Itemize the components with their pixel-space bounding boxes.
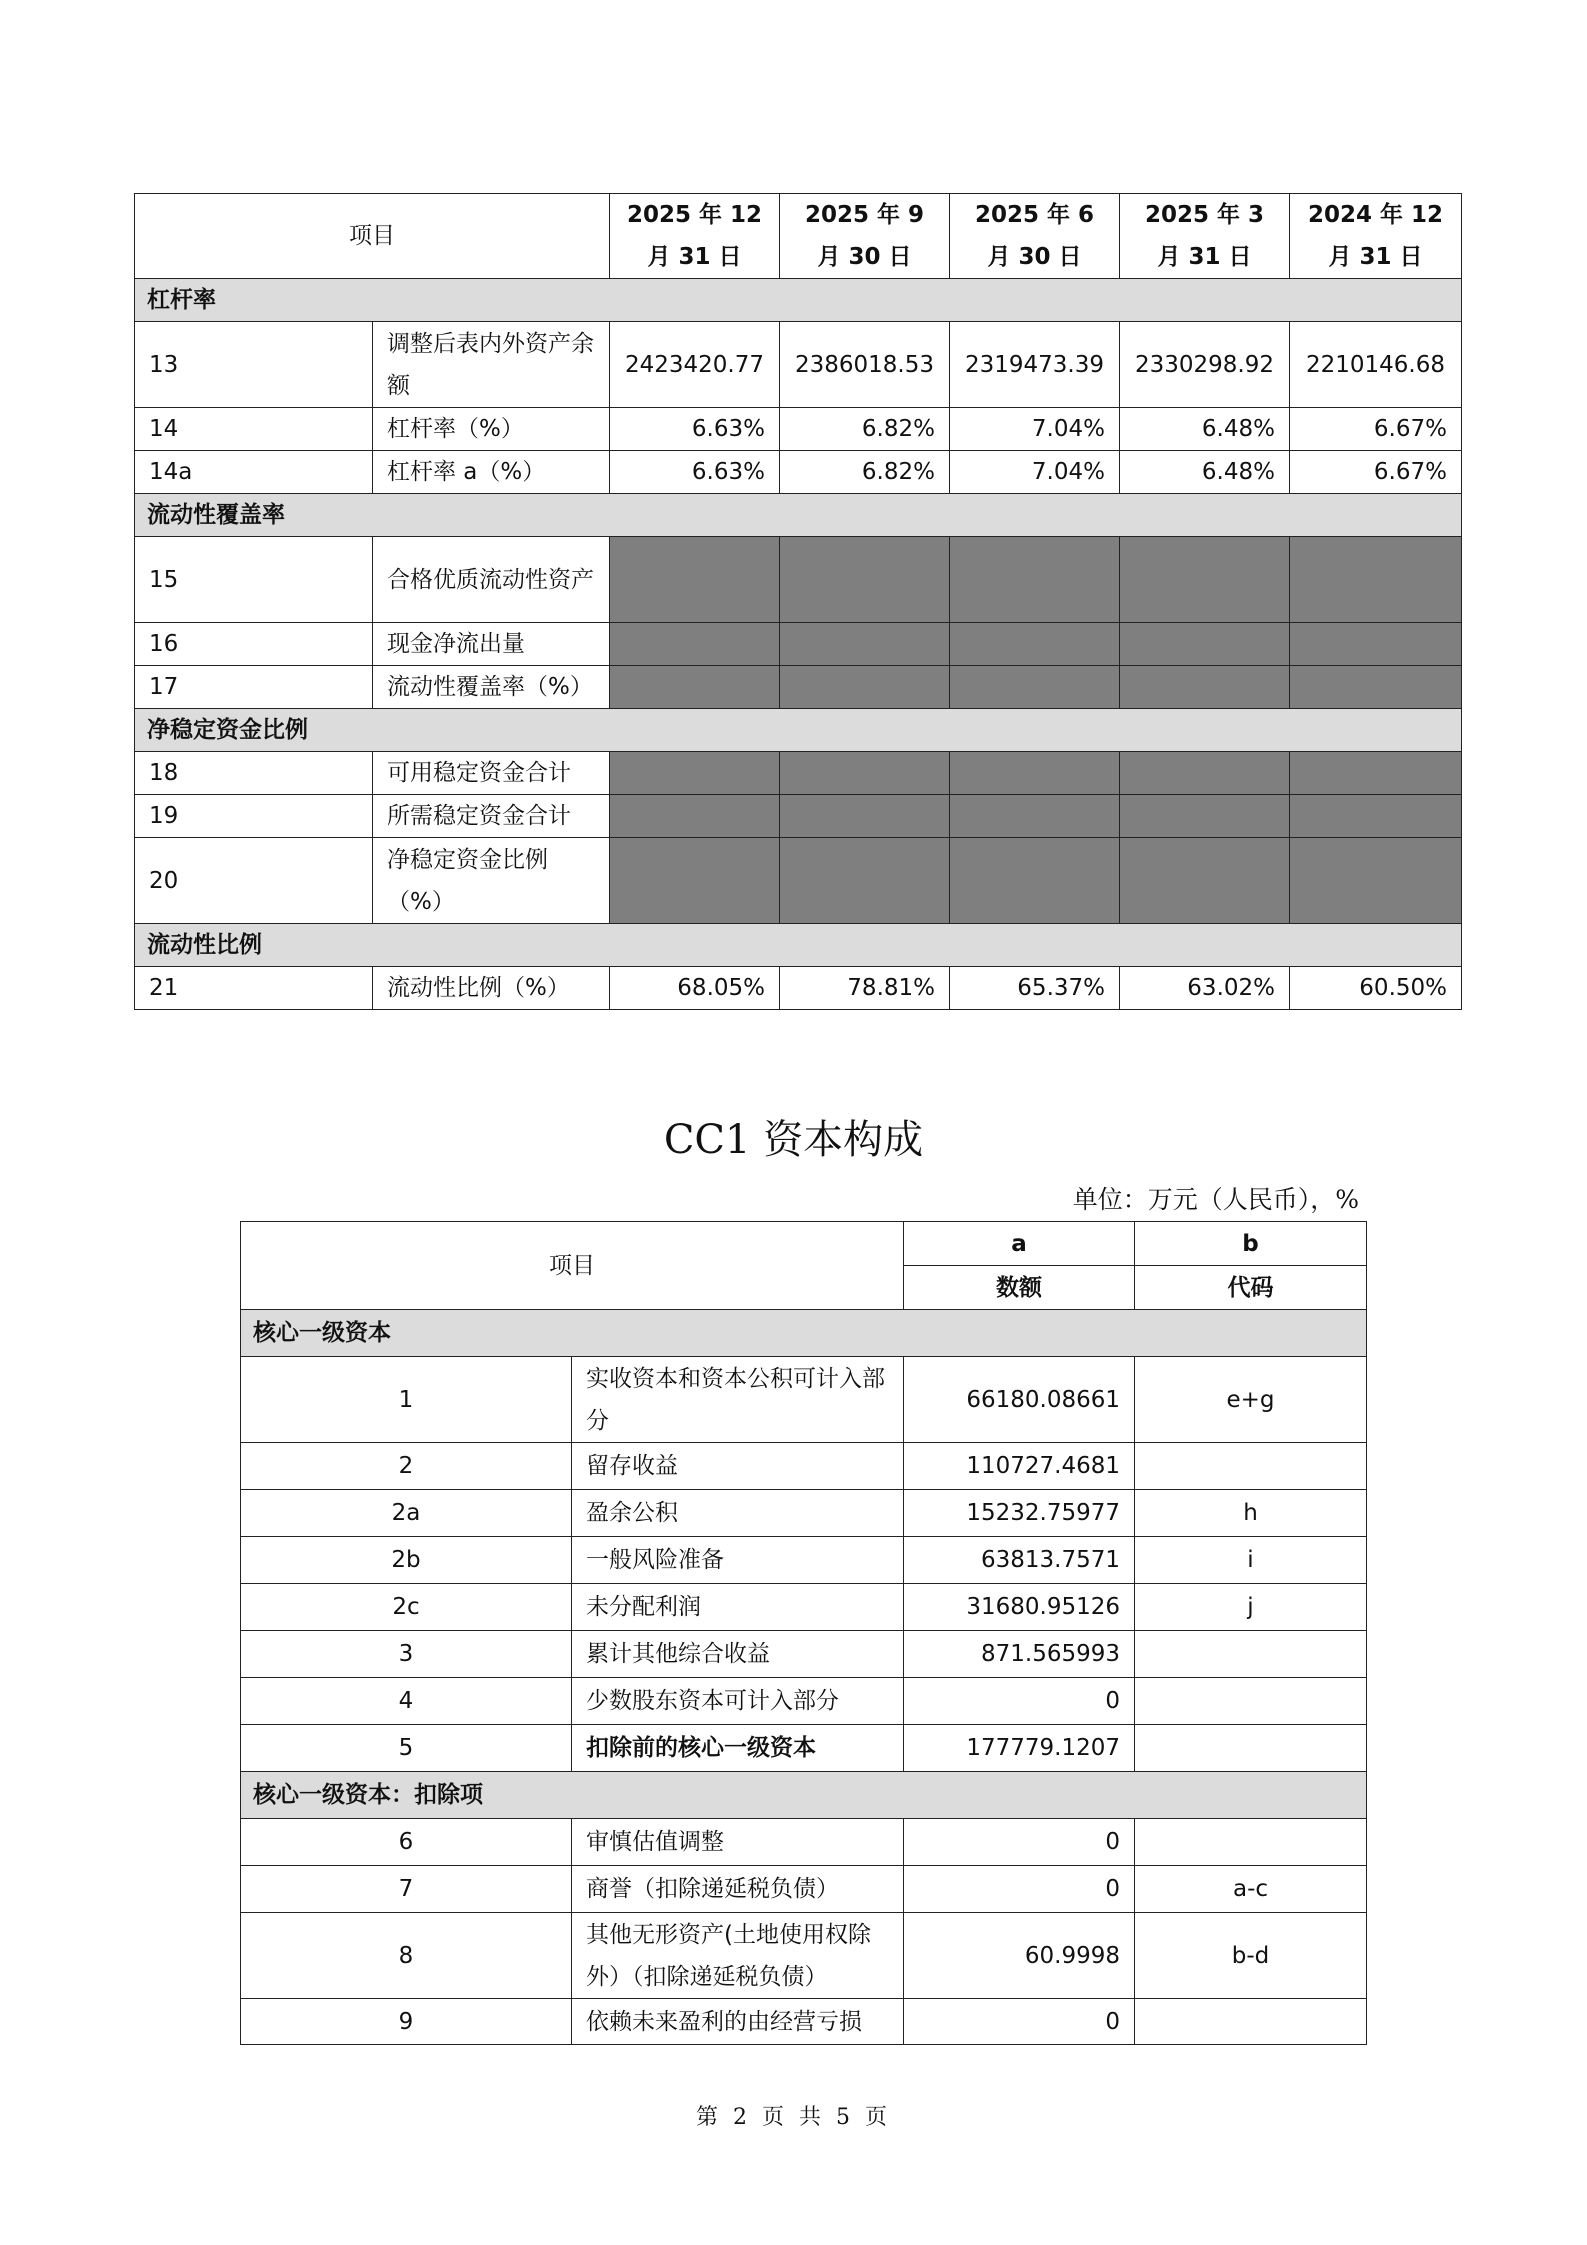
section-deductions: 核心一级资本：扣除项 [241,1772,1367,1819]
row-label: 未分配利润 [572,1584,904,1631]
cell-value: 2319473.39 [950,322,1120,408]
table-header-row [241,1222,1367,1266]
leverage-liquidity-table [134,193,1462,1010]
row-number: 8 [241,1913,572,1999]
shaded-cell [950,795,1120,838]
header-col-a: a [904,1222,1135,1266]
section-lcr: 流动性覆盖率 [135,494,1462,537]
row-label: 扣除前的核心一级资本 [572,1725,904,1772]
cell-value: 6.63% [610,451,780,494]
row-code: 16 [135,623,373,666]
row-label: 少数股东资本可计入部分 [572,1678,904,1725]
row-code: 19 [135,795,373,838]
row-code [1135,1631,1367,1678]
row-amount: 31680.95126 [904,1584,1135,1631]
shaded-cell [1120,623,1290,666]
shaded-cell [1290,666,1462,709]
row-label: 其他无形资产(土地使用权除外）（扣除递延税负债） [572,1913,904,1999]
table-row [241,1490,1367,1537]
shaded-cell [1120,666,1290,709]
table-row [135,322,1462,408]
cell-value: 2330298.92 [1120,322,1290,408]
row-code: j [1135,1584,1367,1631]
header-item: 项目 [241,1222,904,1310]
row-code: a-c [1135,1866,1367,1913]
cell-value: 6.48% [1120,408,1290,451]
row-number: 5 [241,1725,572,1772]
row-number: 7 [241,1866,572,1913]
table-row [241,1537,1367,1584]
table-row [241,1999,1367,2045]
row-amount: 63813.7571 [904,1537,1135,1584]
section-leverage: 杠杆率 [135,279,1462,322]
row-number: 4 [241,1678,572,1725]
row-label: 所需稳定资金合计 [373,795,610,838]
row-number: 2 [241,1443,572,1490]
row-code: h [1135,1490,1367,1537]
cell-value: 60.50% [1290,967,1462,1010]
row-number: 3 [241,1631,572,1678]
row-code: 20 [135,838,373,924]
row-label: 留存收益 [572,1443,904,1490]
row-label: 净稳定资金比例（%） [373,838,610,924]
row-code [1135,1819,1367,1866]
shaded-cell [1290,537,1462,623]
header-col-b: b [1135,1222,1367,1266]
row-code: e+g [1135,1357,1367,1443]
shaded-cell [950,666,1120,709]
row-label: 依赖未来盈利的由经营亏损 [572,1999,904,2045]
shaded-cell [780,537,950,623]
table-row [135,537,1462,623]
row-number: 9 [241,1999,572,2045]
section-liquidity: 流动性比例 [135,924,1462,967]
table-row [241,1678,1367,1725]
shaded-cell [1290,623,1462,666]
row-code [1135,1725,1367,1772]
section-row [135,494,1462,537]
cell-value: 7.04% [950,408,1120,451]
row-code: 14 [135,408,373,451]
row-number: 6 [241,1819,572,1866]
cell-value: 68.05% [610,967,780,1010]
row-code: 21 [135,967,373,1010]
section-core: 核心一级资本 [241,1310,1367,1357]
row-code: 17 [135,666,373,709]
table-row [241,1631,1367,1678]
row-label: 流动性覆盖率（%） [373,666,610,709]
header-date: 2025 年 9 月 30 日 [780,194,950,279]
header-date: 2025 年 6 月 30 日 [950,194,1120,279]
row-amount: 0 [904,1678,1135,1725]
page-footer: 第 2 页 共 5 页 [696,2105,891,2130]
cell-value: 6.67% [1290,451,1462,494]
table-row [241,1725,1367,1772]
shaded-cell [950,838,1120,924]
table-row [135,666,1462,709]
row-number: 1 [241,1357,572,1443]
shaded-cell [1290,752,1462,795]
header-date: 2025 年 12 月 31 日 [610,194,780,279]
header-date: 2025 年 3 月 31 日 [1120,194,1290,279]
row-amount: 177779.1207 [904,1725,1135,1772]
cell-value: 6.63% [610,408,780,451]
shaded-cell [1120,838,1290,924]
row-amount: 871.565993 [904,1631,1135,1678]
row-label: 一般风险准备 [572,1537,904,1584]
cell-value: 2386018.53 [780,322,950,408]
row-number: 2c [241,1584,572,1631]
shaded-cell [1120,537,1290,623]
table-row [241,1357,1367,1443]
section-row [241,1772,1367,1819]
table-row [241,1866,1367,1913]
shaded-cell [780,838,950,924]
table-row [135,752,1462,795]
unit-label: 单位：万元（人民币），% [1072,1185,1359,1214]
table-row [241,1584,1367,1631]
shaded-cell [780,666,950,709]
row-label: 可用稳定资金合计 [373,752,610,795]
table-row [135,795,1462,838]
row-amount: 0 [904,1866,1135,1913]
shaded-cell [610,838,780,924]
shaded-cell [950,752,1120,795]
row-label: 累计其他综合收益 [572,1631,904,1678]
shaded-cell [1290,795,1462,838]
row-label: 杠杆率（%） [373,408,610,451]
table-row [241,1913,1367,1999]
section-row [135,924,1462,967]
cell-value: 2210146.68 [1290,322,1462,408]
cell-value: 6.82% [780,451,950,494]
row-amount: 15232.75977 [904,1490,1135,1537]
row-code: 14a [135,451,373,494]
cc1-title: CC1 资本构成 [663,1117,924,1163]
row-amount: 60.9998 [904,1913,1135,1999]
cell-value: 6.48% [1120,451,1290,494]
shaded-cell [610,752,780,795]
shaded-cell [610,666,780,709]
table-row [135,623,1462,666]
row-code [1135,1678,1367,1725]
row-code: i [1135,1537,1367,1584]
shaded-cell [780,752,950,795]
shaded-cell [610,537,780,623]
shaded-cell [950,623,1120,666]
header-amount: 数额 [904,1266,1135,1310]
row-number: 2b [241,1537,572,1584]
row-number: 2a [241,1490,572,1537]
row-amount: 110727.4681 [904,1443,1135,1490]
row-amount: 66180.08661 [904,1357,1135,1443]
row-label: 流动性比例（%） [373,967,610,1010]
row-code: 13 [135,322,373,408]
header-item: 项目 [135,194,610,279]
shaded-cell [610,795,780,838]
cell-value: 2423420.77 [610,322,780,408]
row-label: 实收资本和资本公积可计入部分 [572,1357,904,1443]
table-header-row [135,194,1462,279]
header-code: 代码 [1135,1266,1367,1310]
section-row [135,279,1462,322]
cell-value: 63.02% [1120,967,1290,1010]
cell-value: 6.67% [1290,408,1462,451]
row-code: 18 [135,752,373,795]
row-label: 杠杆率 a（%） [373,451,610,494]
row-label: 合格优质流动性资产 [373,537,610,623]
shaded-cell [610,623,780,666]
section-nsfr: 净稳定资金比例 [135,709,1462,752]
section-row [241,1310,1367,1357]
shaded-cell [1120,795,1290,838]
header-date: 2024 年 12 月 31 日 [1290,194,1462,279]
row-amount: 0 [904,1999,1135,2045]
table-row [241,1819,1367,1866]
row-label: 商誉（扣除递延税负债） [572,1866,904,1913]
cell-value: 7.04% [950,451,1120,494]
table-row [135,967,1462,1010]
shaded-cell [780,795,950,838]
table-row [241,1443,1367,1490]
shaded-cell [1120,752,1290,795]
row-label: 现金净流出量 [373,623,610,666]
table-row [135,451,1462,494]
row-label: 盈余公积 [572,1490,904,1537]
cell-value: 6.82% [780,408,950,451]
row-label: 审慎估值调整 [572,1819,904,1866]
row-code: b-d [1135,1913,1367,1999]
cell-value: 65.37% [950,967,1120,1010]
row-code: 15 [135,537,373,623]
table-row [135,408,1462,451]
cell-value: 78.81% [780,967,950,1010]
cc1-table [240,1221,1367,2045]
shaded-cell [780,623,950,666]
row-code [1135,1443,1367,1490]
section-row [135,709,1462,752]
row-code [1135,1999,1367,2045]
table-row [135,838,1462,924]
row-label: 调整后表内外资产余额 [373,322,610,408]
row-amount: 0 [904,1819,1135,1866]
shaded-cell [1290,838,1462,924]
shaded-cell [950,537,1120,623]
